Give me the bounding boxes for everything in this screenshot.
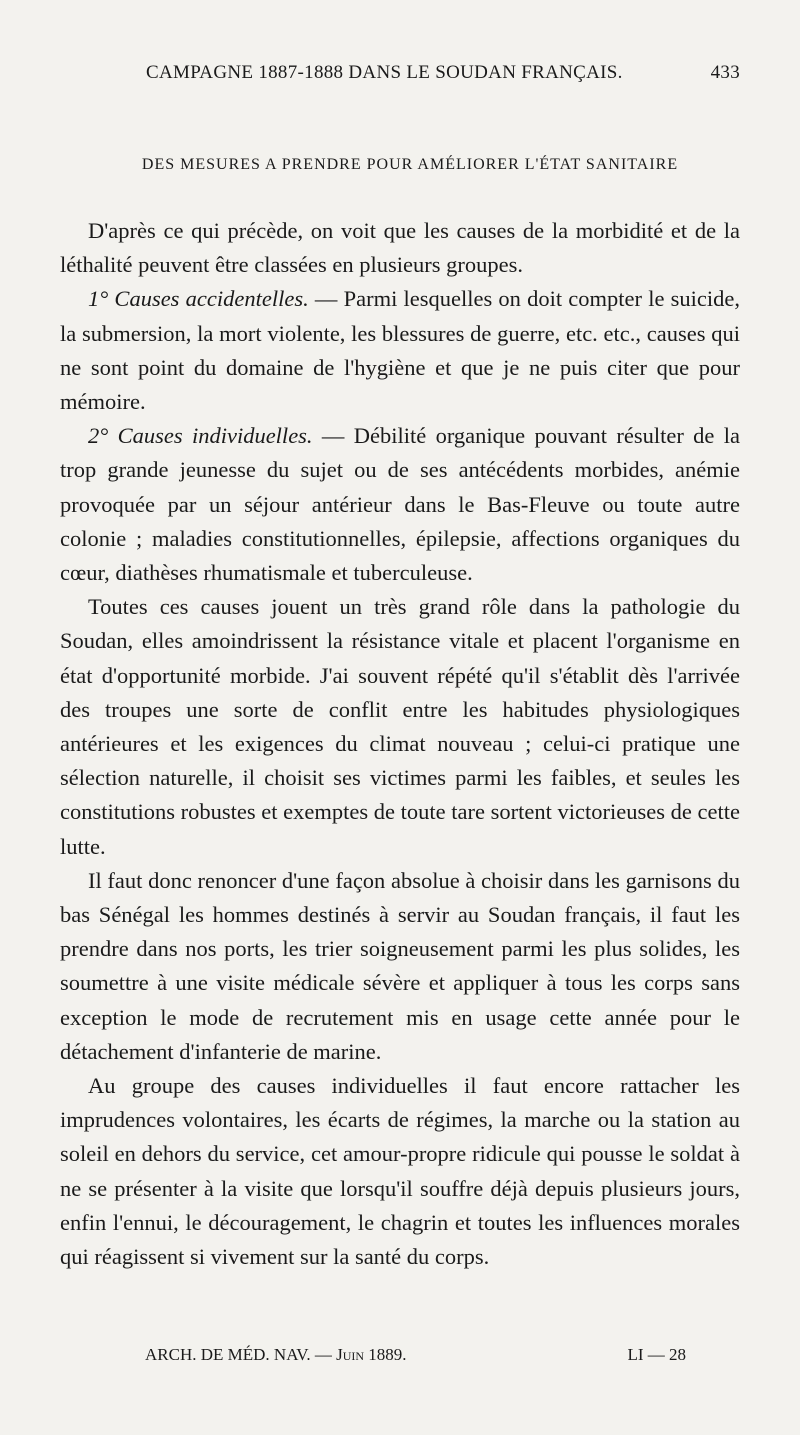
paragraph-2-label: 1° Causes accidentelles.: [88, 286, 309, 312]
body-text: [60, 214, 740, 1274]
paragraph-3-text: — Débilité organique pouvant résulter de la trop grande jeunesse du sujet ou de ses antécédents morbides, anémie provoquée par un séjour antérieur dans le Bas-Fleuve ou toute autre colonie ; maladies constitutionnelles, épilepsie, affections organiques du cœur, diathèses rhumatismale et tuberculeuse.: [60, 423, 740, 586]
paragraph-2-text: — Parmi lesquelles on doit compter le suicide, la submersion, la mort violente, les blessures de guerre, etc. etc., causes qui ne sont point du domaine de l'hygiène et que je ne puis citer que pour mémoire.: [60, 286, 740, 415]
section-title: DES MESURES A PRENDRE POUR AMÉLIORER L'ÉTAT SANITAIRE: [141, 156, 679, 173]
paragraph-1: D'après ce qui précède, on voit que les causes de la morbidité et de la léthalité peuvent être classées en plusieurs groupes.: [60, 218, 740, 278]
footer-signature: LI — 28: [627, 1345, 686, 1364]
paragraph-5: Il faut donc renoncer d'une façon absolue à choisir dans les garnisons du bas Sénégal les hommes destinés à servir au Soudan français, il faut les prendre dans nos ports, les trier soigneusement parmi les plus solides, les soumettre à une visite médicale sévère et appliquer à tous les corps sans exception le mode de recrutement mis en usage cette année pour le détachement d'infanterie de marine.: [60, 867, 740, 1064]
paragraph-4: Toutes ces causes jouent un très grand rôle dans la pathologie du Soudan, elles amoindrissent la résistance vitale et placent l'organisme en état d'opportunité morbide. J'ai souvent répété qu'il s'établit dès l'arrivée des troupes une sorte de conflit entre les habitudes physiologiques antérieures et les exigences du climat nouveau ; celui-ci pratique une sélection naturelle, il choisit ses victimes parmi les faibles, et seules les constitutions robustes et exemptes de toute tare sortent victorieuses de cette lutte.: [60, 594, 740, 859]
page-number: 433: [710, 62, 740, 83]
paragraph-3-label: 2° Causes individuelles.: [88, 423, 313, 449]
footer-journal: ARCH. DE MÉD. NAV. — Juin 1889.: [145, 1345, 407, 1364]
paragraph-2: [60, 282, 740, 419]
paragraph-6: Au groupe des causes individuelles il faut encore rattacher les imprudences volontaires, les écarts de régimes, la marche ou la station au soleil en dehors du service, cet amour-propre ridicule qui pousse le soldat à ne se présenter à la visite que lorsqu'il souffre déjà depuis plusieurs jours, enfin l'ennui, le découragement, le chagrin et toutes les influences morales qui réagissent si vivement sur la santé du corps.: [60, 1073, 740, 1270]
paragraph-3: [60, 419, 740, 590]
running-head-title: CAMPAGNE 1887-1888 DANS LE SOUDAN FRANÇAIS.: [146, 62, 623, 83]
